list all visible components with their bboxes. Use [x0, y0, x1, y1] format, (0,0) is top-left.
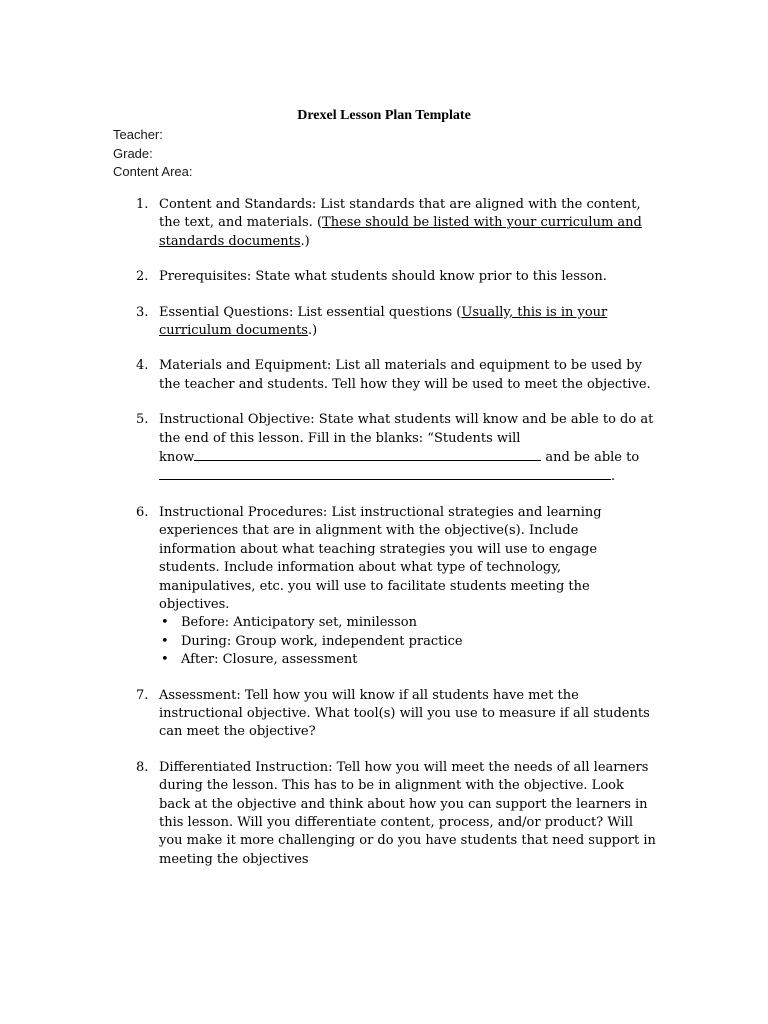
item-underlined-note: Usually, this is in your curriculum documents	[159, 304, 608, 339]
objective-period: .	[611, 469, 616, 485]
item-number: 6.	[136, 504, 149, 520]
item-paren-open: (	[316, 215, 323, 231]
item-text: Essential Questions: List essential questions	[159, 304, 457, 320]
item-paren-open: (	[456, 304, 462, 320]
list-item-instructional-objective	[113, 411, 658, 487]
able-to-text: and be able to	[541, 450, 640, 466]
objective-line-4	[159, 467, 658, 486]
item-number: 3.	[136, 304, 149, 320]
item-number: 4.	[136, 358, 149, 374]
list-item-prerequisites	[113, 268, 658, 286]
objective-line-1: Instructional Objective: State what students will know and be able to do at	[159, 412, 654, 428]
procedure-bullets	[159, 614, 658, 669]
item-paren-close: .)	[307, 323, 318, 339]
header-fields	[113, 126, 193, 182]
objective-line-3	[159, 448, 658, 467]
item-text: Prerequisites: State what students should know prior to this lesson.	[159, 269, 607, 285]
item-number: 5.	[136, 412, 149, 428]
item-text: Content and Standards: List standards that are aligned with the content, the text, and materials.	[159, 197, 641, 231]
document-title: Drexel Lesson Plan Template	[297, 108, 471, 123]
item-paren-close: .)	[300, 233, 310, 249]
item-text: Instructional Procedures: List instructional strategies and learning experiences that are in alignment with the objective(s). Include information about what teaching strategies you will use to engage students. Include information about what type of technology, manipulatives, etc. you will use to facilitate students meeting the objectives.	[159, 504, 602, 612]
list-item-content-standards	[113, 196, 658, 251]
item-underlined-note: These should be listed with your curriculum and standards documents	[159, 215, 642, 249]
item-number: 1.	[136, 197, 149, 212]
list-item-instructional-procedures	[113, 504, 658, 670]
bullet-before: • Before: Anticipatory set, minilesson	[159, 614, 658, 632]
teacher-label: Teacher:	[113, 127, 163, 142]
item-text: Materials and Equipment: List all materials and equipment to be used by the teacher and students. Tell how they will be used to meet the objective.	[159, 358, 651, 392]
know-word: know	[159, 450, 195, 466]
item-text: Differentiated Instruction: Tell how you will meet the needs of all learners during the lesson. This has to be in alignment with the objective. Look back at the objective and think about how you can support the learners in this lesson. Will you differentiate content, process, and/or product? Will you make it more challenging or do you have students that need support in meeting the objectives	[159, 759, 656, 867]
list-item-materials	[113, 357, 658, 394]
able-to-blank	[159, 467, 611, 480]
objective-line-2: the end of this lesson. Fill in the blanks: “Students will	[159, 430, 521, 446]
content-area-label: Content Area:	[113, 164, 193, 179]
list-item-essential-questions	[113, 304, 658, 341]
lesson-plan-list	[113, 196, 658, 886]
item-number: 8.	[136, 759, 149, 775]
list-item-assessment	[113, 687, 658, 742]
grade-label: Grade:	[113, 145, 153, 161]
item-text: Assessment: Tell how you will know if all students have met the instructional objective. What tool(s) will you use to measure if all students can meet the objective?	[159, 687, 650, 740]
bullet-after: • After: Closure, assessment	[159, 651, 658, 669]
know-blank	[194, 448, 541, 461]
item-number: 2.	[136, 269, 149, 285]
bullet-during: • During: Group work, independent practice	[159, 633, 658, 651]
list-item-differentiated-instruction	[113, 759, 658, 869]
item-number: 7.	[136, 687, 149, 703]
